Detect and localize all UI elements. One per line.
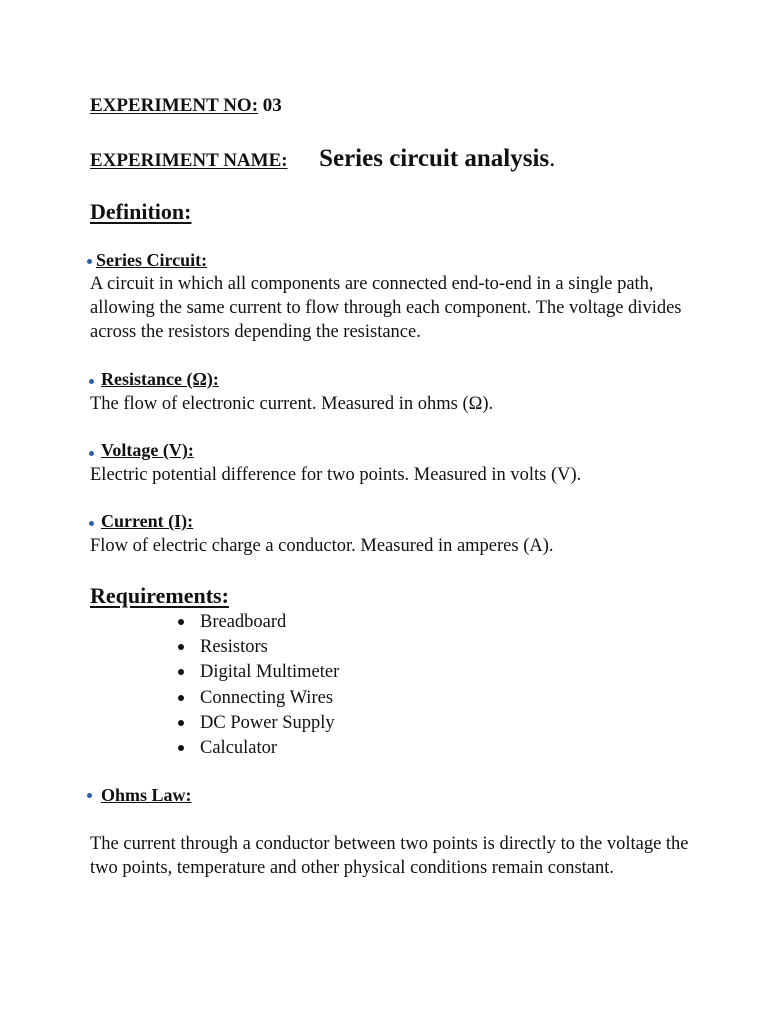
bullet-icon — [178, 669, 184, 675]
definition-voltage: Electric potential difference for two points. Measured in volts (V). — [90, 465, 582, 485]
ohms-law-text: The current through a conductor between two points is directly to the voltage the two points, temperature and other physical conditions remain constant. — [90, 834, 689, 878]
bullet-icon — [89, 521, 94, 526]
definition-resistance: The flow of electronic current. Measured in ohms (Ω). — [90, 394, 494, 414]
requirements-list — [178, 610, 339, 761]
list-item: Resistors — [178, 635, 339, 660]
experiment-name-value: Series circuit analysis — [319, 145, 550, 172]
bullet-icon — [89, 379, 94, 384]
experiment-number-label: EXPERIMENT NO: — [90, 95, 259, 116]
experiment-name-line — [90, 145, 555, 173]
bullet-icon — [89, 451, 94, 456]
experiment-number-line — [90, 95, 282, 117]
bullet-icon — [178, 745, 184, 751]
bullet-icon — [178, 720, 184, 726]
term-resistance: Resistance (Ω): — [101, 369, 219, 389]
definition-current: Flow of electric charge a conductor. Measured in amperes (A). — [90, 536, 554, 556]
list-item: Breadboard — [178, 610, 339, 635]
term-series-circuit: Series Circuit: — [96, 250, 208, 270]
term-voltage: Voltage (V): — [101, 440, 194, 460]
requirements-heading: Requirements: — [90, 583, 229, 608]
term-current: Current (I): — [101, 511, 194, 531]
bullet-icon — [178, 695, 184, 701]
bullet-icon — [87, 259, 92, 264]
list-item: Connecting Wires — [178, 686, 339, 711]
list-item: Digital Multimeter — [178, 660, 339, 685]
bullet-icon — [87, 793, 92, 798]
bullet-icon — [178, 644, 184, 650]
list-item: DC Power Supply — [178, 711, 339, 736]
experiment-name-period: . — [549, 145, 556, 172]
bullet-icon — [178, 619, 184, 625]
term-ohms-law: Ohms Law: — [101, 785, 192, 805]
definition-heading: Definition: — [90, 199, 192, 224]
definition-series-circuit: A circuit in which all components are connected end-to-end in a single path, allowing the same current to flow through each component. The voltage divides across the resistors depending the resistance. — [90, 274, 682, 342]
experiment-number-value: 03 — [262, 95, 282, 116]
list-item: Calculator — [178, 736, 339, 761]
experiment-name-label: EXPERIMENT NAME: — [90, 150, 288, 171]
